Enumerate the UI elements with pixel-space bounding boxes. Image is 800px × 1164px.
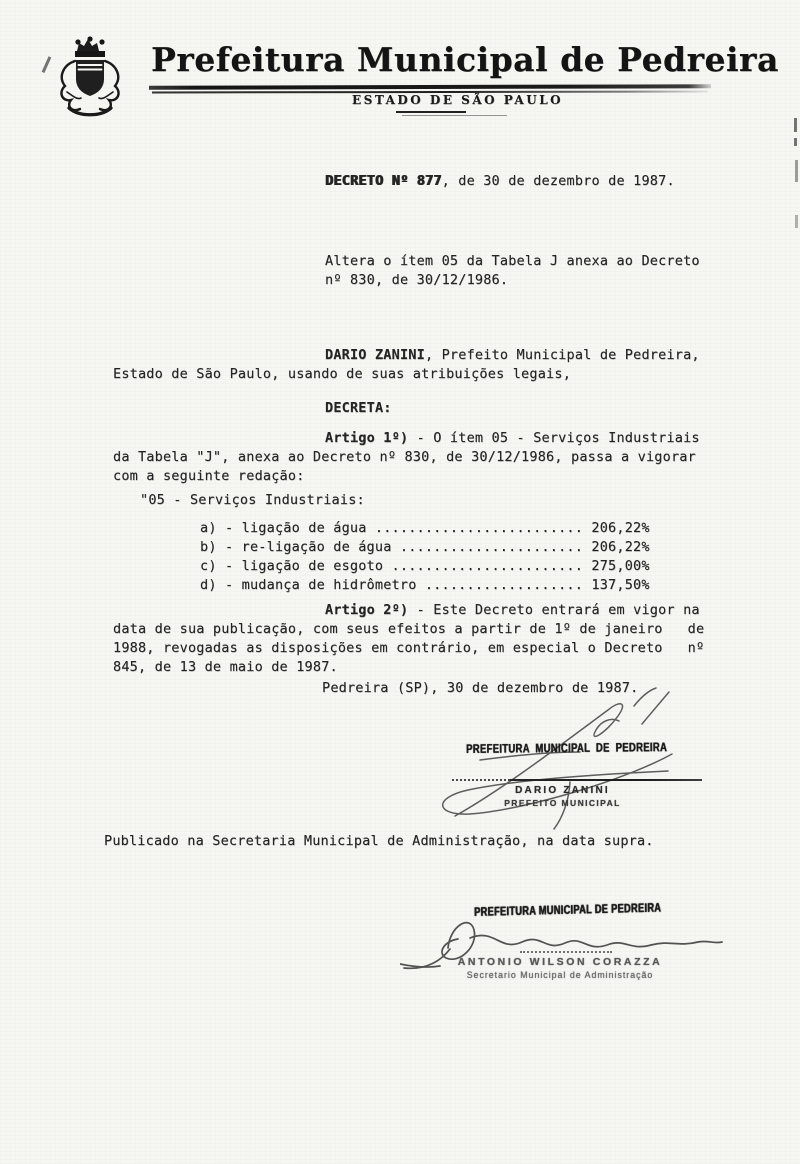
decree-date: , de 30 de dezembro de 1987. xyxy=(441,173,675,189)
scan-artifact xyxy=(795,160,798,182)
secretary-stamp: PREFEITURA MUNICIPAL DE PEDREIRA xyxy=(473,900,662,919)
article2-line4: 845, de 13 de maio de 1987. xyxy=(113,659,338,675)
article2-line3: 1988, revogadas as disposições em contrário, em especial o Decreto nº xyxy=(113,640,705,656)
signature-line-dotted xyxy=(452,779,510,781)
decreta-label: DECRETA: xyxy=(325,400,392,416)
subtitle-rule-faint xyxy=(402,115,507,116)
services-header: "05 - Serviços Industriais: xyxy=(140,492,365,508)
header-rule-top xyxy=(149,84,711,89)
preamble-line2: Estado de São Paulo, usando de suas atribuições legais, xyxy=(113,366,572,382)
article1-line1 xyxy=(325,429,700,448)
article2-rest: - Este Decreto entrará em vigor na xyxy=(408,602,700,618)
service-row-d: d) - mudança de hidrômetro ................... 137,50% xyxy=(200,577,650,593)
service-row-a: a) - ligação de água ......................... 206,22% xyxy=(200,520,650,536)
mayor-signature-flourish xyxy=(420,686,720,836)
publication-note: Publicado na Secretaria Municipal de Administração, na data supra. xyxy=(104,833,654,849)
scan-artifact xyxy=(794,138,797,146)
page-title: Prefeitura Municipal de Pedreira xyxy=(151,40,779,79)
decree-number-line xyxy=(325,172,675,191)
mayor-name: DARIO ZANINI xyxy=(515,785,610,796)
coat-of-arms-icon xyxy=(55,36,125,120)
scan-artifact xyxy=(795,215,798,228)
mayor-name-inline: DARIO ZANINI xyxy=(325,347,425,363)
mayor-role: PREFEITO MUNICIPAL xyxy=(504,798,621,808)
article2-line2: data de sua publicação, com seus efeitos a partir de 1º de janeiro de xyxy=(113,621,705,637)
decree-number: DECRETO Nº 877 xyxy=(325,173,442,189)
article1-line2: da Tabela "J", anexa ao Decreto nº 830, de 30/12/1986, passa a vigorar xyxy=(113,449,696,465)
preamble-line1 xyxy=(325,346,700,365)
secretary-role: Secretario Municipal de Administração xyxy=(466,970,654,980)
article1-label: Artigo 1º) xyxy=(325,430,409,446)
service-row-b: b) - re-ligação de água ...................... 206,22% xyxy=(200,539,650,555)
secretary-name: ANTONIO WILSON CORAZZA xyxy=(457,956,663,968)
preamble-rest: , Prefeito Municipal de Pedreira, xyxy=(424,347,700,363)
scan-artifact xyxy=(794,118,797,132)
article2-line1 xyxy=(325,601,700,620)
place-date-line: Pedreira (SP), 30 de dezembro de 1987. xyxy=(322,680,639,696)
article2-label: Artigo 2º) xyxy=(325,602,409,618)
secretary-signature-line xyxy=(520,951,612,953)
signature-line xyxy=(510,779,702,781)
article1-rest: - O ítem 05 - Serviços Industriais xyxy=(408,430,700,446)
state-subtitle: ESTADO DE SÃO PAULO xyxy=(352,93,564,107)
pen-mark-artifact xyxy=(42,56,51,73)
decree-summary-line2: nº 830, de 30/12/1986. xyxy=(325,272,509,288)
mayor-stamp: PREFEITURA MUNICIPAL DE PEDREIRA xyxy=(465,740,668,756)
decree-summary-line1: Altera o ítem 05 da Tabela J anexa ao Decreto xyxy=(325,253,700,269)
service-row-c: c) - ligação de esgoto ....................... 275,00% xyxy=(200,558,650,574)
subtitle-rule xyxy=(396,111,466,113)
article1-line3: com a seguinte redação: xyxy=(113,468,305,484)
